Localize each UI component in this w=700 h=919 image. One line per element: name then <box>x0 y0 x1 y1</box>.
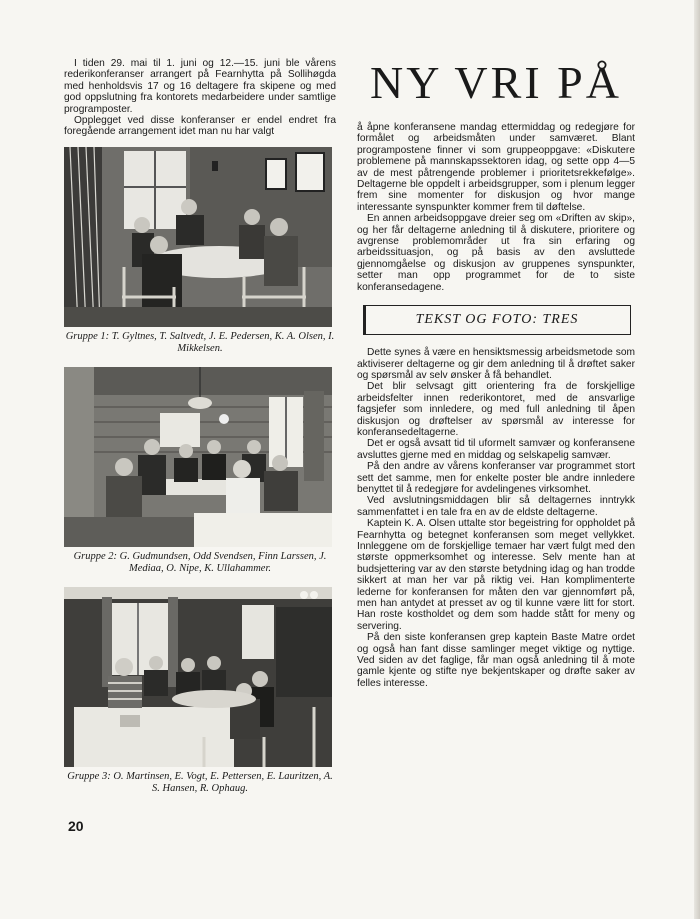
right-paragraph-9: På den siste konferansen grep kaptein Baste Matre ordet og også han fant disse samlinger meget viktige og nyttige. Ved siden av det faglige, får man også anledning til å mote gamle kjente og stifte nye bekjentskaper og drøfte saker av felles interesse. <box>357 632 635 689</box>
right-paragraph-2: En annen arbeidsoppgave dreier seg om «Driften av skip», og her får deltagerne anledning til å diskutere, prioritere og avgrense problemområder ut fra sin erfaring og arbeidssituasjon, og på basis av den avsluttede gjennomgåelse og diskusjon av gruppenes synspunkter, setter man opp programmet for de to siste konferansedagene. <box>357 213 635 293</box>
group-photo-2 <box>64 367 332 547</box>
right-paragraph-8: Kaptein K. A. Olsen uttalte stor begeistring for oppholdet på Fearnhytta og betegnet konferansen som meget vellykket. Innleggene om de forskjellige temaer har vært fulgt med den største oppmerksomhet og interesse. Selv mente han at budsjettering var av den største betydning idag og han trodde sikkert at man her var på riktig vei. Han komplimenterte lederne for konferansen for måten den var gjennomført på, men han antydet at presset av og til kunne være litt for stort. Han roste kostholdet og dem som hadde stått for meny og servering. <box>357 518 635 632</box>
intro-paragraph-1: I tiden 29. mai til 1. juni og 12.—15. juni ble vårens rederikonferanser arrangert på Fearnhytta på Sollihøgda med henholdsvis 17 og 16 deltagere fra skipene og med god oppslutning fra kontorets medarbeidere under samtlige programposter. <box>64 58 336 115</box>
right-paragraph-7: Ved avslutningsmiddagen blir så deltagernes inntrykk sammenfattet i en tale fra en av de eldste deltagerne. <box>357 495 635 518</box>
group-photo-3 <box>64 587 332 767</box>
left-column <box>64 58 336 795</box>
credit-text: TEKST OG FOTO: TRES <box>415 312 579 328</box>
photo-1-caption: Gruppe 1: T. Gyltnes, T. Saltvedt, J. E. Pedersen, K. A. Olsen, I. Mikkelsen. <box>65 330 335 354</box>
right-column <box>357 58 635 689</box>
right-paragraph-5: Det er også avsatt tid til uformelt samvær og konferansene avsluttes gjerne med en middag og selskapelig samvær. <box>357 438 635 461</box>
group-photo-1 <box>64 147 332 327</box>
page-edge-shadow <box>694 0 700 919</box>
credit-box <box>363 305 631 335</box>
right-paragraph-6: På den andre av vårens konferanser var programmet stort sett det samme, men for enkelte poster ble andre innledere benyttet til å redegjøre for avdelingenes virksomhet. <box>357 461 635 495</box>
right-paragraph-4: Det blir selvsagt gitt orientering fra de forskjellige arbeidsfelter innen rederikontoret, med de ansvarlige fagsjefer som innledere, og med full anledning til åpen diskusjon og drøftelser av spørsmål av interesse for konferansedeltagerne. <box>357 381 635 438</box>
photo-2-caption: Gruppe 2: G. Gudmundsen, Odd Svendsen, Finn Larssen, J. Mediaa, O. Nipe, K. Ullahammer. <box>73 550 327 574</box>
right-paragraph-3: Dette synes å være en hensiktsmessig arbeidsmetode som aktiviserer deltagerne og gir dem anledning til å drøftet saker og spørsmål av selv ønsker å få behandlet. <box>357 347 635 381</box>
article-headline: NY VRI PÅ <box>370 57 622 108</box>
right-paragraph-1: å åpne konferansene mandag ettermiddag og redegjøre for formålet og arbeidsmåten under samværet. Blant programpostene finner vi som gruppeoppgave: «Diskutere problemene på mannskapssektoren idag, og sette opp 4—5 av de mest påtrengende problemer i prioritetsrekkefølge». Deltagerne ble oppdelt i arbeidsgrupper, som i plenum legger frem sine momenter for diskusjon og hvor mange interessante synspunkter kommer frem til døftelse. <box>357 122 635 213</box>
page-number: 20 <box>68 818 84 834</box>
photo-3-caption: Gruppe 3: O. Martinsen, E. Vogt, E. Pettersen, E. Lauritzen, A. S. Hansen, R. Ophaug. <box>67 770 333 794</box>
intro-paragraph-2: Opplegget ved disse konferanser er endel endret fra foregående arrangement idet man nu har valgt <box>64 115 336 138</box>
